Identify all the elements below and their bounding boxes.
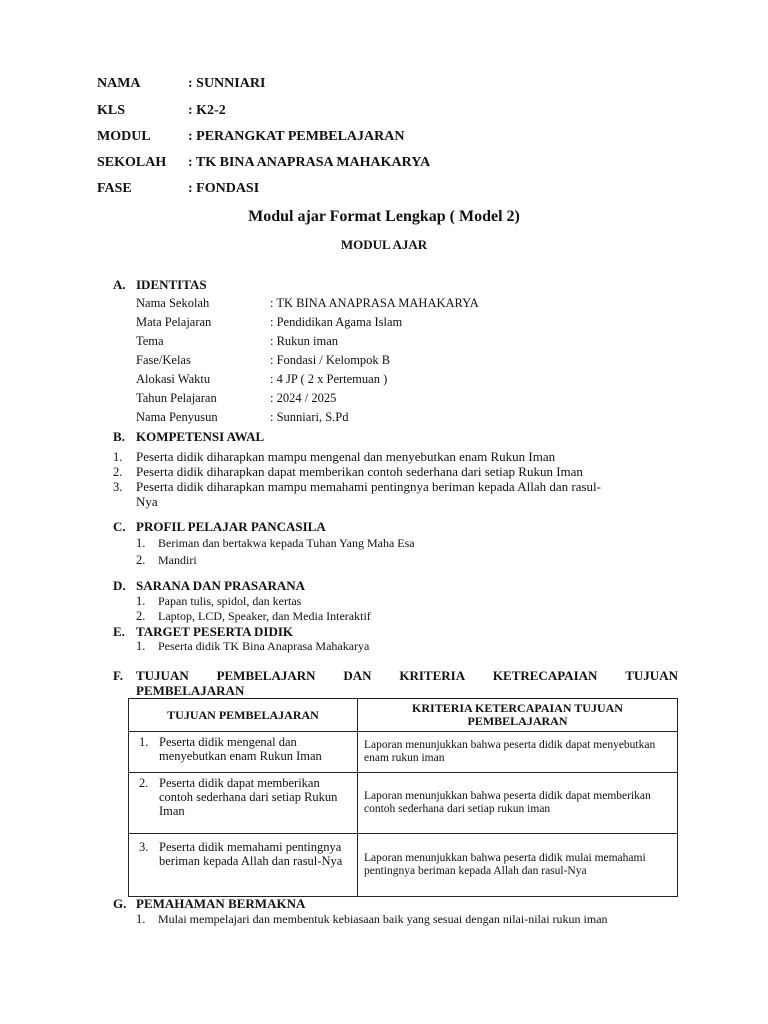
document-title: Modul ajar Format Lengkap ( Model 2) <box>248 208 520 225</box>
section-c-title: PROFIL PELAJAR PANCASILA <box>136 519 326 534</box>
list-number: 1. <box>136 639 146 653</box>
section-e-letter: E. <box>113 624 125 639</box>
list-item: Peserta didik diharapkan mampu mengenal dan menyebutkan enam Rukun Iman <box>136 449 556 464</box>
table-row <box>129 773 678 834</box>
identitas-value: : Rukun iman <box>270 334 339 348</box>
list-number: 2. <box>113 465 123 479</box>
identitas-value: : Fondasi / Kelompok B <box>270 353 391 367</box>
list-number: 1. <box>136 536 146 550</box>
list-item: Peserta didik diharapkan mampu memahami pentingnya beriman kepada Allah dan rasul- <box>136 479 601 494</box>
list-item: Peserta didik TK Bina Anaprasa Mahakarya <box>158 639 370 653</box>
section-f-title <box>136 668 678 684</box>
goal-text: Peserta didik memahami pentingnya beriman kepada Allah dan rasul-Nya <box>159 840 343 868</box>
row-number: 2. <box>139 776 149 790</box>
section-a-letter: A. <box>113 277 126 292</box>
list-number: 2. <box>136 609 146 623</box>
list-item: Laptop, LCD, Speaker, dan Media Interaktif <box>158 609 371 623</box>
list-item-continuation: Nya <box>136 494 158 509</box>
list-item: Peserta didik diharapkan dapat memberikan contoh sederhana dari setiap Rukun Iman <box>136 464 583 479</box>
table-cell-criteria: Laporan menunjukkan bahwa peserta didik mulai memahami pentingnya beriman kepada Allah dan rasul-Nya <box>358 834 678 897</box>
header-label-sekolah: SEKOLAH <box>97 155 167 170</box>
list-item: Papan tulis, spidol, dan kertas <box>158 594 302 608</box>
identitas-value: : Pendidikan Agama Islam <box>270 315 403 329</box>
list-item: Mandiri <box>158 553 197 567</box>
section-c-letter: C. <box>113 519 126 534</box>
table-cell-goal <box>129 834 358 897</box>
identitas-label: Nama Sekolah <box>136 296 210 310</box>
identitas-label: Fase/Kelas <box>136 353 191 367</box>
table-cell-goal <box>129 732 358 773</box>
section-d-title: SARANA DAN PRASARANA <box>136 578 306 593</box>
identitas-value: : 4 JP ( 2 x Pertemuan ) <box>270 372 388 386</box>
header-value-sekolah: : TK BINA ANAPRASA MAHAKARYA <box>188 155 431 170</box>
identitas-label: Alokasi Waktu <box>136 372 211 386</box>
list-item: Beriman dan bertakwa kepada Tuhan Yang Maha Esa <box>158 536 415 550</box>
goal-text: Peserta didik dapat memberikan contoh sederhana dari setiap Rukun Iman <box>159 776 338 818</box>
document-subtitle: MODUL AJAR <box>340 237 428 252</box>
section-f-title-line2: PEMBELAJARAN <box>136 683 245 698</box>
table-row <box>129 834 678 897</box>
identitas-label: Tema <box>136 334 164 348</box>
section-f-title-word: PEMBELAJARN <box>216 668 316 683</box>
table-header-row <box>129 699 678 732</box>
table-cell-criteria: Laporan menunjukkan bahwa peserta didik dapat memberikan contoh sederhana dari setiap rukun iman <box>358 773 678 834</box>
section-a-title: IDENTITAS <box>136 277 207 292</box>
identitas-label: Mata Pelajaran <box>136 315 212 329</box>
list-number: 3. <box>113 480 123 494</box>
section-f-title-word: DAN <box>343 668 372 683</box>
identitas-label: Tahun Pelajaran <box>136 391 217 405</box>
section-e-title: TARGET PESERTA DIDIK <box>136 624 294 639</box>
section-f-title-word: KRITERIA <box>399 668 466 683</box>
identitas-value: : 2024 / 2025 <box>270 391 337 405</box>
section-d-letter: D. <box>113 578 126 593</box>
section-g-letter: G. <box>113 896 127 911</box>
header-value-nama: : SUNNIARI <box>188 76 266 91</box>
section-f-title-word: KETRECAPAIAN <box>492 668 598 683</box>
header-label-kls: KLS <box>97 103 126 118</box>
section-f-title-word: TUJUAN <box>136 668 189 683</box>
header-value-modul: : PERANGKAT PEMBELAJARAN <box>188 129 405 144</box>
section-b-letter: B. <box>113 429 125 444</box>
section-g-title: PEMAHAMAN BERMAKNA <box>136 896 306 911</box>
section-b-title: KOMPETENSI AWAL <box>136 429 265 444</box>
goal-text: Peserta didik mengenal dan menyebutkan enam Rukun Iman <box>159 735 322 763</box>
list-number: 2. <box>136 553 146 567</box>
identitas-value: : TK BINA ANAPRASA MAHAKARYA <box>270 296 479 310</box>
header-label-fase: FASE <box>97 181 132 196</box>
list-item: Mulai mempelajari dan membentuk kebiasaan baik yang sesuai dengan nilai-nilai rukun iman <box>158 912 608 926</box>
header-value-fase: : FONDASI <box>188 181 260 196</box>
section-f-letter: F. <box>113 668 123 683</box>
identitas-value: : Sunniari, S.Pd <box>270 410 349 424</box>
table-header-kriteria: KRITERIA KETERCAPAIAN TUJUAN PEMBELAJARAN <box>358 699 678 732</box>
table-row <box>129 732 678 773</box>
table-header-tujuan: TUJUAN PEMBELAJARAN <box>129 699 358 732</box>
header-value-kls: : K2-2 <box>188 103 226 118</box>
row-number: 3. <box>139 840 149 854</box>
table-cell-goal <box>129 773 358 834</box>
header-label-nama: NAMA <box>97 76 141 91</box>
list-number: 1. <box>113 450 123 464</box>
header-label-modul: MODUL <box>97 129 151 144</box>
list-number: 1. <box>136 912 146 926</box>
table-cell-criteria: Laporan menunjukkan bahwa peserta didik dapat menyebutkan enam rukun iman <box>358 732 678 773</box>
identitas-label: Nama Penyusun <box>136 410 218 424</box>
section-f-title-word: TUJUAN <box>625 668 678 683</box>
row-number: 1. <box>139 735 149 749</box>
list-number: 1. <box>136 594 146 608</box>
tujuan-table <box>128 698 678 897</box>
